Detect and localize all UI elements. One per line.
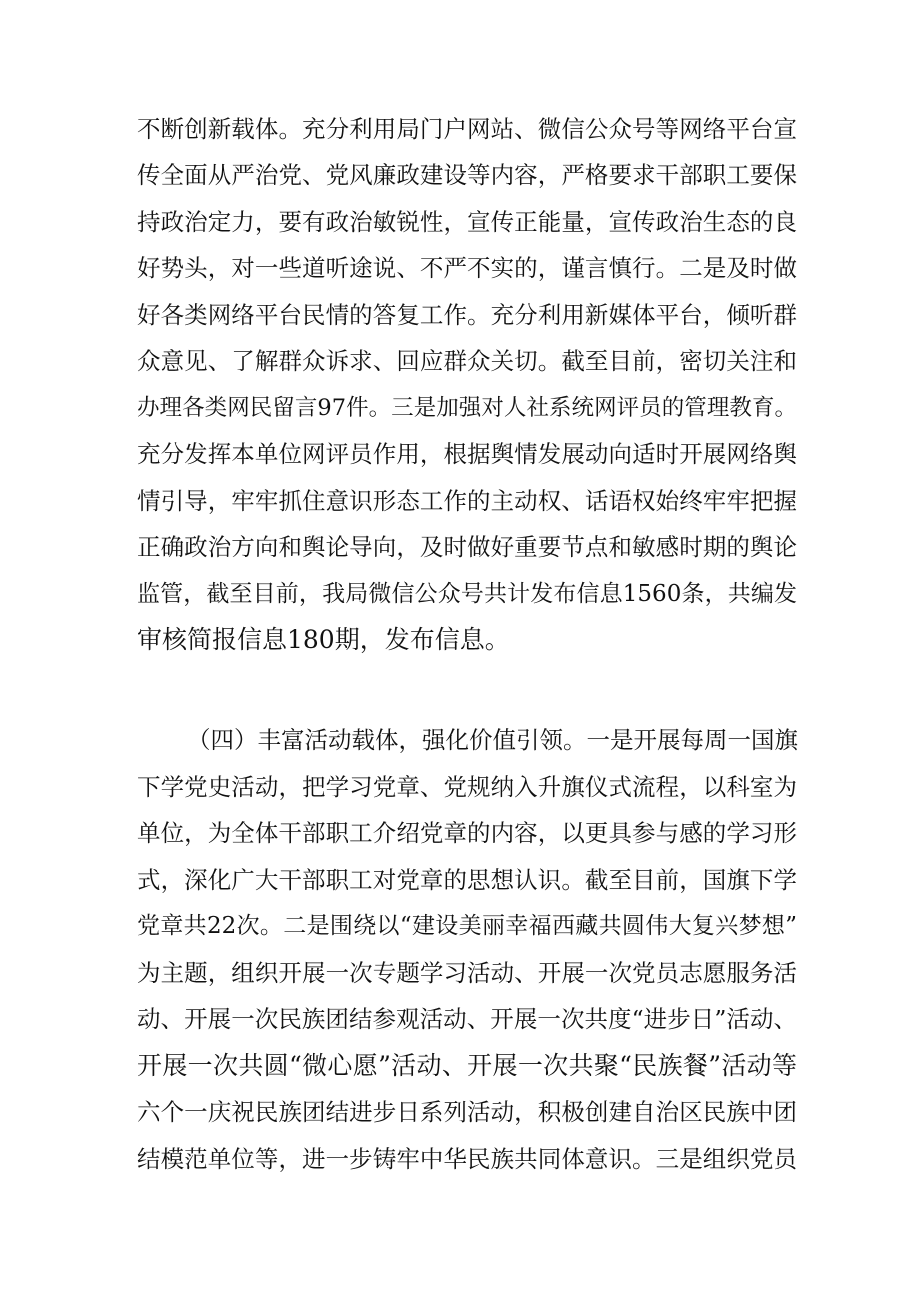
text-line: 六个一庆祝民族团结进步日系列活动，积极创建自治区民族中团: [137, 1098, 797, 1126]
text-line: 办理各类网民留言97件。三是加强对人社系统网评员的管理教育。: [137, 395, 797, 421]
text-line: 充分发挥本单位网评员作用，根据舆情发展动向适时开展网络舆: [137, 440, 797, 468]
text-line: 好各类网络平台民情的答复工作。充分利用新媒体平台，倾听群: [137, 301, 797, 329]
text-line: 下学党史活动，把学习党章、党规纳入升旗仪式流程，以科室为: [137, 773, 797, 801]
text-line: 众意见、了解群众诉求、回应群众关切。截至目前，密切关注和: [137, 347, 797, 375]
text-line: 党章共22次。二是围绕以“建设美丽幸福西藏共圆伟大复兴梦想”: [137, 913, 797, 939]
text-line: 单位，为全体干部职工介绍党章的内容，以更具参与感的学习形: [137, 819, 797, 847]
text-line: 持政治定力，要有政治敏锐性，宣传正能量，宣传政治生态的良: [137, 208, 797, 236]
text-line: 好势头，对一些道听途说、不严不实的，谨言慎行。二是及时做: [137, 254, 797, 282]
text-line: 结模范单位等，进一步铸牢中华民族共同体意识。三是组织党员: [137, 1145, 797, 1173]
text-line: 式，深化广大干部职工对党章的思想认识。截至目前，国旗下学: [137, 866, 797, 894]
text-line: 传全面从严治党、党风廉政建设等内容，严格要求干部职工要保: [137, 161, 797, 189]
text-line: 监管，截至目前，我局微信公众号共计发布信息1560条，共编发: [137, 581, 797, 607]
text-line: （四）丰富活动载体，强化价值引领。一是开展每周一国旗: [187, 726, 798, 754]
text-line: 情引导，牢牢抓住意识形态工作的主动权、话语权始终牢牢把握: [137, 487, 797, 515]
text-line: 开展一次共圆“微心愿”活动、开展一次共聚“民族餐”活动等: [137, 1051, 797, 1080]
text-line: 审核简报信息180期，发布信息。: [137, 625, 510, 654]
text-line: 不断创新载体。充分利用局门户网站、微信公众号等网络平台宣: [137, 115, 797, 143]
text-line: 为主题，组织开展一次专题学习活动、开展一次党员志愿服务活: [137, 959, 797, 987]
text-line: 动、开展一次民族团结参观活动、开展一次共度“进步日”活动、: [137, 1005, 797, 1033]
text-line: 正确政治方向和舆论导向，及时做好重要节点和敏感时期的舆论: [137, 533, 797, 561]
